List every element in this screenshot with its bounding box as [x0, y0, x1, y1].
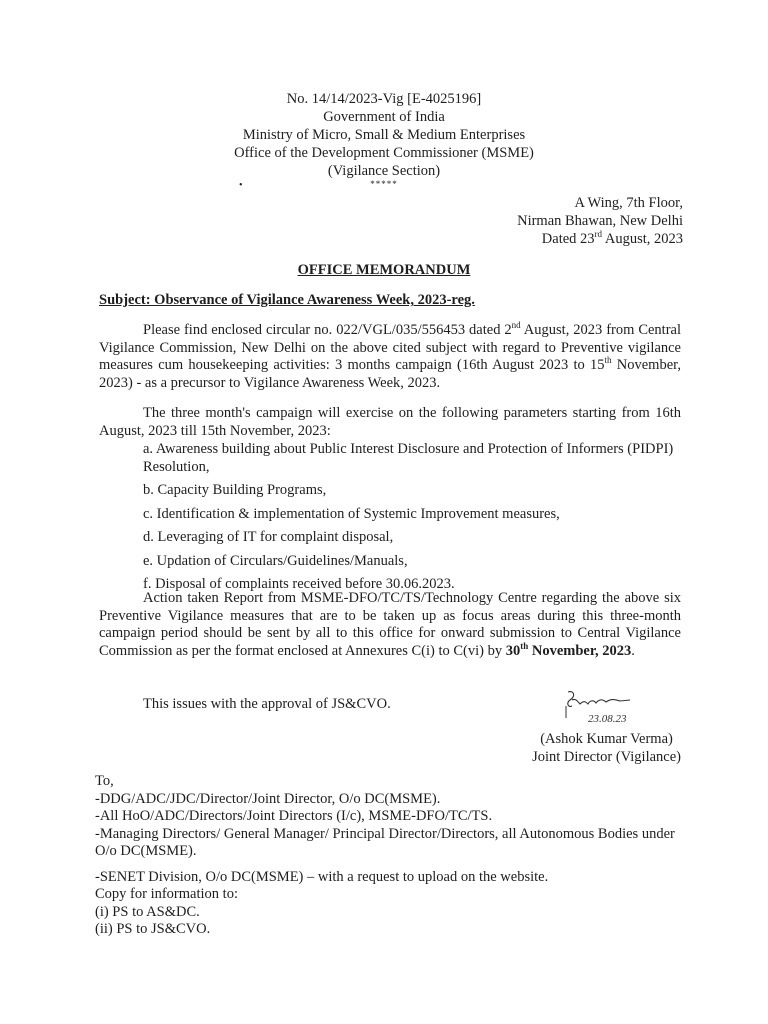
list-item: -All HoO/ADC/Directors/Joint Directors (I/c), MSME-DFO/TC/TS. — [95, 808, 493, 824]
parameters-list — [143, 441, 681, 600]
address-line-2: Nirman Bhawan, New Delhi — [517, 213, 683, 229]
signatory-designation: Joint Director (Vigilance) — [532, 749, 681, 765]
list-item: -DDG/ADC/JDC/Director/Joint Director, O/o DC(MSME). — [95, 790, 441, 807]
address-line-1: A Wing, 7th Floor, — [574, 195, 683, 211]
approval-line: This issues with the approval of JS&CVO. — [143, 696, 391, 712]
header-stars: ***** — [370, 179, 398, 189]
signatory-name: (Ashok Kumar Verma) — [540, 731, 673, 747]
list-item: d. Leveraging of IT for complaint disposal, — [143, 529, 394, 545]
list-item: -Managing Directors/ General Manager/ Principal Director/Directors, all Autonomous Bodies under O/o DC(MSME). — [95, 825, 675, 859]
list-item: (i) PS to AS&DC. — [95, 903, 200, 920]
list-item: -SENET Division, O/o DC(MSME) – with a request to upload on the website. — [95, 868, 549, 885]
list-item: f. Disposal of complaints received before 30.06.2023. — [143, 576, 455, 592]
memo-title: OFFICE MEMORANDUM — [297, 262, 471, 278]
paragraph-1: Please find enclosed circular no. 022/VGL/035/556453 dated 2nd August, 2023 from Central Vigilance Commission, New Delhi on the above cited subject with regard to Preventive vigilance measures cum housekeeping activities: 3 months campaign (16th August 2023 to 15th November, 2023) - as a precursor to Vigilance Awareness Week, 2023. — [99, 320, 682, 391]
signature-date: 23.08.23 — [588, 713, 627, 725]
stray-mark: • — [239, 180, 243, 191]
signatory-block — [532, 730, 681, 766]
letter-header — [0, 90, 768, 188]
paragraph-3: Action taken Report from MSME-DFO/TC/TS/Technology Centre regarding the above six Preventive Vigilance measures that are to be taken up as focus areas during this three-month campaign period should be sent by all to this office for onward submission to Central Vigilance Commission as per the format enclosed at Annexures C(i) to C(vi) by 30th November, 2023. — [99, 590, 681, 659]
government-line: Government of India — [323, 109, 445, 125]
section-line: (Vigilance Section) — [327, 163, 441, 179]
copy-heading: Copy for information to: — [95, 886, 238, 902]
list-item: a. Awareness building about Public Interest Disclosure and Protection of Informers (PIDPI) Resolution, — [143, 441, 674, 475]
copy-list — [95, 886, 238, 939]
to-heading: To, — [95, 773, 114, 789]
ministry-line: Ministry of Micro, Small & Medium Enterprises — [242, 127, 526, 143]
dated-line: Dated 23rd August, 2023 — [541, 229, 683, 247]
subject-line: Subject: Observance of Vigilance Awareness Week, 2023-reg. — [99, 292, 475, 308]
address-block — [517, 194, 683, 248]
handwritten-signature — [560, 688, 680, 728]
office-line: Office of the Development Commissioner (MSME) — [234, 145, 534, 161]
distribution-list — [95, 773, 681, 886]
list-item: b. Capacity Building Programs, — [143, 482, 327, 498]
list-item: (ii) PS to JS&CVO. — [95, 921, 211, 937]
list-item: e. Updation of Circulars/Guidelines/Manuals, — [143, 552, 408, 569]
list-item: c. Identification & implementation of Systemic Improvement measures, — [143, 505, 560, 522]
file-number: No. 14/14/2023-Vig [E-4025196] — [286, 91, 482, 107]
paragraph-2: The three month's campaign will exercise on the following parameters starting from 16th August, 2023 till 15th November, 2023: — [99, 405, 681, 439]
